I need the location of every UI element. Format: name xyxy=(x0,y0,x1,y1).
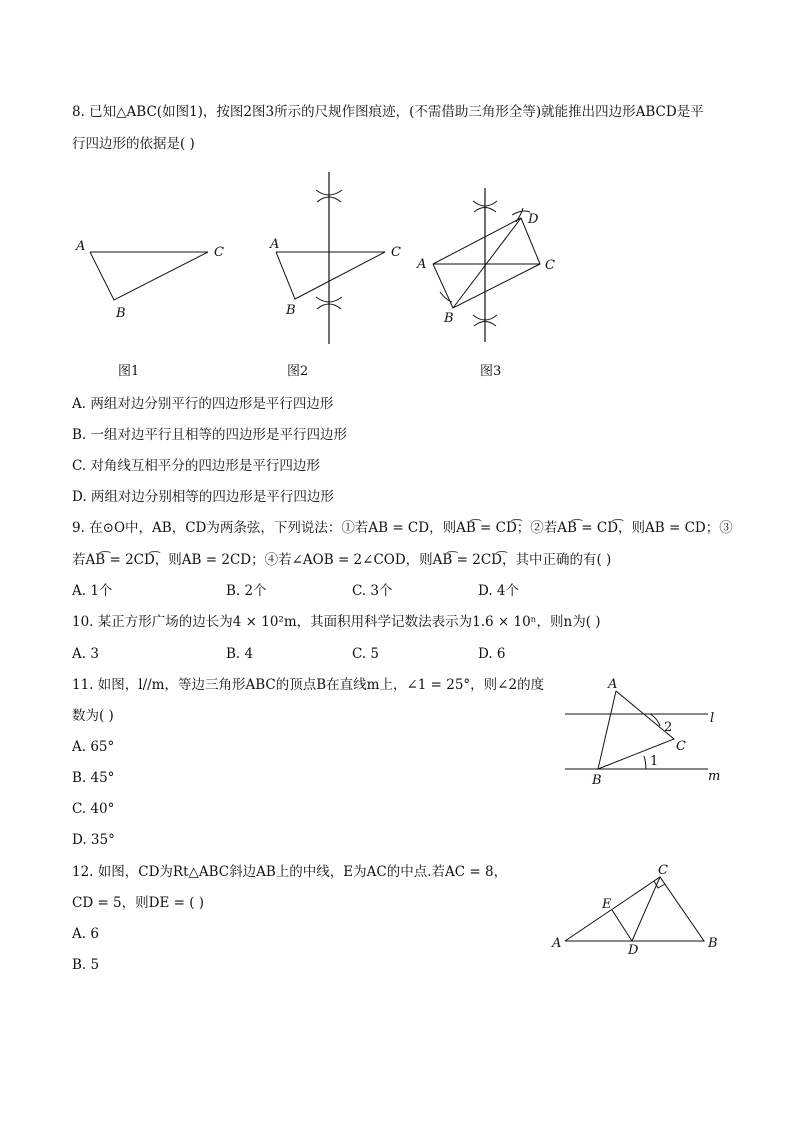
fig1-label-b: B xyxy=(116,306,126,321)
q10-option-c: C. 5 xyxy=(352,646,380,662)
q11-figure xyxy=(565,677,720,788)
fig3-label-a: A xyxy=(417,257,427,272)
q8-option-c: C. 对角线互相平分的四边形是平行四边形 xyxy=(72,458,320,474)
q11-label-angle2: 2 xyxy=(664,720,673,735)
fig1-label-a: A xyxy=(76,239,86,254)
q8-option-a: A. 两组对边分别平行的四边形是平行四边形 xyxy=(72,396,334,412)
fig2-label-b: B xyxy=(286,303,296,318)
q11-label-m: m xyxy=(708,769,721,784)
q8-option-b: B. 一组对边平行且相等的四边形是平行四边形 xyxy=(72,427,348,443)
q12-label-b: B xyxy=(708,936,718,951)
q12-option-a: A. 6 xyxy=(72,926,99,942)
q12-stem-line2: CD = 5，则DE = ( ) xyxy=(72,895,205,911)
fig3-label-b: B xyxy=(444,311,454,326)
q9-stem-line2: 若AB͡ = 2CD͡，则AB = 2CD；④若∠AOB = 2∠COD，则AB͡ = 2CD͡，其中正确的有( ) xyxy=(72,552,612,568)
q8-figure-3 xyxy=(416,188,555,342)
q11-option-d: D. 35° xyxy=(72,832,115,848)
q12-option-b: B. 5 xyxy=(72,957,100,973)
fig2-label-c: C xyxy=(391,245,401,260)
q8-stem-line2: 行四边形的依据是( ) xyxy=(72,136,195,152)
q9-option-c: C. 3个 xyxy=(352,583,393,599)
q11-label-l: l xyxy=(710,711,715,726)
q8-stem-line1: 8. 已知△ABC(如图1)，按图2图3所示的尺规作图痕迹，(不需借助三角形全等)就能推出四边形ABCD是平 xyxy=(72,104,704,120)
q9-option-d: D. 4个 xyxy=(478,583,520,599)
q10-option-a: A. 3 xyxy=(72,646,99,662)
fig1-label-c: C xyxy=(214,245,224,260)
q11-option-a: A. 65° xyxy=(72,739,115,755)
q11-option-b: B. 45° xyxy=(72,770,115,786)
q11-label-angle1: 1 xyxy=(650,754,659,769)
q9-stem-line1: 9. 在⊙O中，AB，CD为两条弦，下列说法：①若AB = CD，则AB͡ = CD͡；②若AB͡ = CD͡，则AB = CD；③ xyxy=(72,520,733,536)
q9-option-b: B. 2个 xyxy=(226,583,267,599)
q8-figure-1 xyxy=(75,239,224,321)
q10-stem: 10. 某正方形广场的边长为4 × 10²m，其面积用科学记数法表示为1.6 × 10ⁿ，则n为( ) xyxy=(72,614,601,630)
q11-option-c: C. 40° xyxy=(72,801,115,817)
q12-label-a: A xyxy=(552,936,562,951)
q12-label-d: D xyxy=(628,943,639,958)
q11-stem-line2: 数为( ) xyxy=(72,708,114,724)
fig3-caption: 图3 xyxy=(480,364,502,379)
q11-stem-line1: 11. 如图，l//m，等边三角形ABC的顶点B在直线m上，∠1 = 25°，则∠2的度 xyxy=(72,677,545,693)
fig1-caption: 图1 xyxy=(118,364,140,379)
q12-label-e: E xyxy=(602,897,612,912)
q10-option-d: D. 6 xyxy=(478,646,506,662)
fig2-caption: 图2 xyxy=(287,364,309,379)
q10-option-b: B. 4 xyxy=(226,646,254,662)
fig2-label-a: A xyxy=(270,237,280,252)
fig3-label-c: C xyxy=(545,258,555,273)
q11-label-a: A xyxy=(608,677,618,692)
q11-label-c: C xyxy=(676,739,686,754)
fig3-label-d: D xyxy=(528,212,539,227)
q8-figure-2 xyxy=(269,172,401,344)
q11-label-b: B xyxy=(592,773,602,788)
q12-stem-line1: 12. 如图，CD为Rt△ABC斜边AB上的中线，E为AC的中点.若AC = 8， xyxy=(72,864,508,880)
q8-option-d: D. 两组对边分别相等的四边形是平行四边形 xyxy=(72,489,334,505)
q9-option-a: A. 1个 xyxy=(72,583,113,599)
q12-label-c: C xyxy=(658,863,668,878)
q12-figure xyxy=(551,863,718,958)
